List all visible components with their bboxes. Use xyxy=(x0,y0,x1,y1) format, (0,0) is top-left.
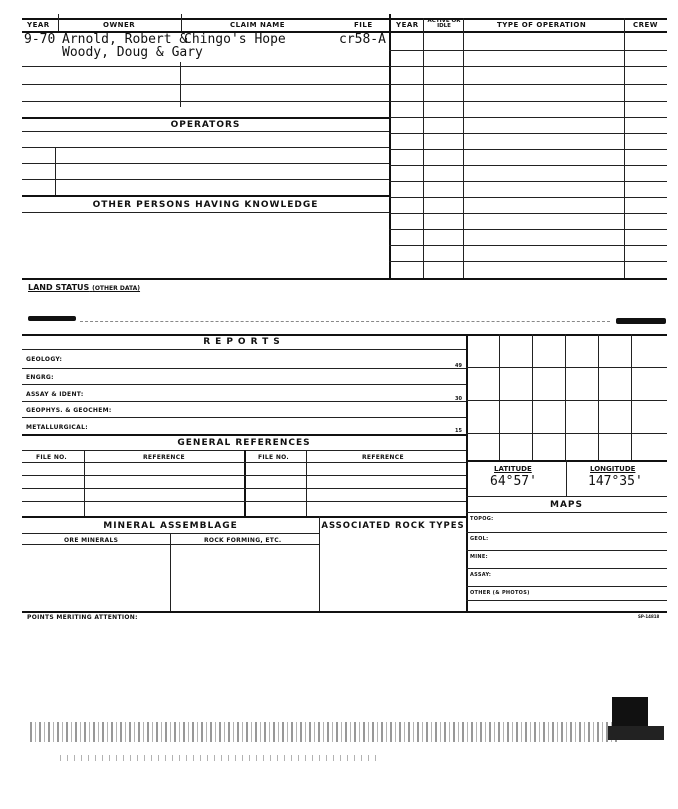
entry-claim-name: Chingo's Hope xyxy=(184,32,286,47)
grid-col xyxy=(598,334,599,460)
scan-noise xyxy=(60,755,380,761)
section-line xyxy=(22,278,667,280)
row-line xyxy=(22,212,389,213)
row-line xyxy=(22,488,466,489)
form-code: SP-14818 xyxy=(638,614,660,619)
header-owner: OWNER xyxy=(103,21,136,29)
general-references-title: GENERAL REFERENCES xyxy=(177,438,311,448)
report-engrg-label: ENGRG: xyxy=(26,374,54,381)
section-line xyxy=(22,195,389,197)
divider xyxy=(84,450,85,516)
row-line xyxy=(22,131,389,132)
row-line xyxy=(389,66,667,67)
row-line xyxy=(466,532,667,533)
row-line xyxy=(22,163,389,164)
divider xyxy=(180,62,181,107)
grid-col xyxy=(631,334,632,460)
scan-mark xyxy=(612,697,648,727)
header-file: FILE xyxy=(354,21,373,29)
row-line xyxy=(22,66,389,67)
grid-col xyxy=(565,334,566,460)
entry-owner-line2: Woody, Doug & Gary xyxy=(62,45,203,60)
header-crew: CREW xyxy=(633,21,659,29)
land-status-title: LAND STATUS (OTHER DATA) xyxy=(28,283,141,292)
map-topog: TOPOG: xyxy=(470,516,494,522)
row-line xyxy=(389,84,667,85)
row-line xyxy=(389,117,667,118)
row-line xyxy=(22,475,466,476)
section-line xyxy=(22,611,667,613)
header-claim-name: CLAIM NAME xyxy=(230,21,286,29)
other-persons-title: OTHER PERSONS HAVING KNOWLEDGE xyxy=(92,200,319,210)
map-geol: GEOL: xyxy=(470,536,489,542)
report-metallurgical-label: METALLURGICAL: xyxy=(26,424,88,431)
divider xyxy=(244,450,246,516)
entry-file: cr58-A xyxy=(339,32,386,47)
divider xyxy=(566,460,567,496)
grid-col xyxy=(499,334,500,460)
row-line xyxy=(22,147,389,148)
row-line xyxy=(22,368,466,369)
row-line xyxy=(389,261,667,262)
section-line xyxy=(22,434,466,436)
grid-row xyxy=(466,367,667,368)
row-line xyxy=(389,133,667,134)
reports-divider xyxy=(466,334,468,612)
divider xyxy=(319,516,320,612)
top-border xyxy=(22,18,667,20)
row-line xyxy=(389,149,667,150)
row-line xyxy=(466,568,667,569)
divider xyxy=(306,450,307,516)
row-line xyxy=(466,586,667,587)
divider xyxy=(58,14,59,31)
header-year-2: YEAR xyxy=(396,21,419,29)
operators-title: OPERATORS xyxy=(170,120,241,130)
divider xyxy=(181,14,182,31)
report-geophys-label: GEOPHYS. & GEOCHEM: xyxy=(26,407,112,414)
row-line xyxy=(22,84,389,85)
row-line xyxy=(466,600,667,601)
row-line xyxy=(22,401,466,402)
grid-row xyxy=(466,400,667,401)
row-line xyxy=(466,512,667,513)
associated-rock-types-title: ASSOCIATED ROCK TYPES xyxy=(321,521,465,531)
row-line xyxy=(389,181,667,182)
section-line xyxy=(22,117,389,119)
ref-reference-1: REFERENCE xyxy=(143,454,185,461)
maps-title: MAPS xyxy=(550,500,583,510)
scan-dash xyxy=(80,321,610,322)
row-line xyxy=(22,101,389,102)
report-geology-num: 49 xyxy=(455,363,462,369)
ref-file-no-2: FILE NO. xyxy=(258,454,290,461)
row-line xyxy=(389,229,667,230)
row-line xyxy=(22,384,466,385)
row-line xyxy=(22,179,389,180)
report-assay-label: ASSAY & IDENT: xyxy=(26,391,84,398)
scan-mark xyxy=(616,318,666,324)
row-line xyxy=(389,101,667,102)
map-other: OTHER (& PHOTOS) xyxy=(470,590,530,596)
ore-minerals-label: ORE MINERALS xyxy=(64,537,119,544)
points-meriting-attention: POINTS MERITING ATTENTION: xyxy=(27,614,138,621)
report-assay-num: 30 xyxy=(455,396,462,402)
rock-forming-label: ROCK FORMING, ETC. xyxy=(204,537,282,544)
row-line xyxy=(389,165,667,166)
header-type-of-operation: TYPE OF OPERATION xyxy=(497,21,587,29)
entry-owner-line1: Arnold, Robert & xyxy=(62,32,188,47)
main-divider xyxy=(389,14,391,280)
row-line xyxy=(22,501,466,502)
row-line xyxy=(22,417,466,418)
entry-year: 9-70 xyxy=(24,32,56,47)
map-assay: ASSAY: xyxy=(470,572,492,578)
scan-noise xyxy=(30,722,620,742)
scan-mark xyxy=(28,316,76,321)
ref-file-no-1: FILE NO. xyxy=(36,454,68,461)
divider xyxy=(55,147,56,195)
ref-reference-2: REFERENCE xyxy=(362,454,404,461)
header-year: YEAR xyxy=(27,21,50,29)
row-line xyxy=(389,197,667,198)
grid-row xyxy=(466,433,667,434)
row-line xyxy=(466,550,667,551)
longitude-label: LONGITUDE xyxy=(590,465,636,473)
grid-col xyxy=(532,334,533,460)
latitude-value: 64°57' xyxy=(490,474,537,489)
row-line xyxy=(389,50,667,51)
row-line xyxy=(466,496,667,497)
report-geology-label: GEOLOGY: xyxy=(26,356,63,363)
longitude-value: 147°35' xyxy=(588,474,643,489)
row-line xyxy=(22,544,319,545)
row-line xyxy=(22,462,466,463)
map-mine: MINE: xyxy=(470,554,488,560)
mineral-assemblage-title: MINERAL ASSEMBLAGE xyxy=(103,521,238,531)
row-line xyxy=(22,349,466,350)
section-line xyxy=(22,516,466,518)
report-metallurgical-num: 15 xyxy=(455,428,462,434)
scan-mark xyxy=(608,726,664,740)
header-active-idle: ACTIVE OR IDLE xyxy=(427,18,461,29)
reports-title: REPORTS xyxy=(203,337,285,347)
row-line xyxy=(389,213,667,214)
section-line xyxy=(22,334,667,336)
row-line xyxy=(389,245,667,246)
latitude-label: LATITUDE xyxy=(494,465,532,473)
